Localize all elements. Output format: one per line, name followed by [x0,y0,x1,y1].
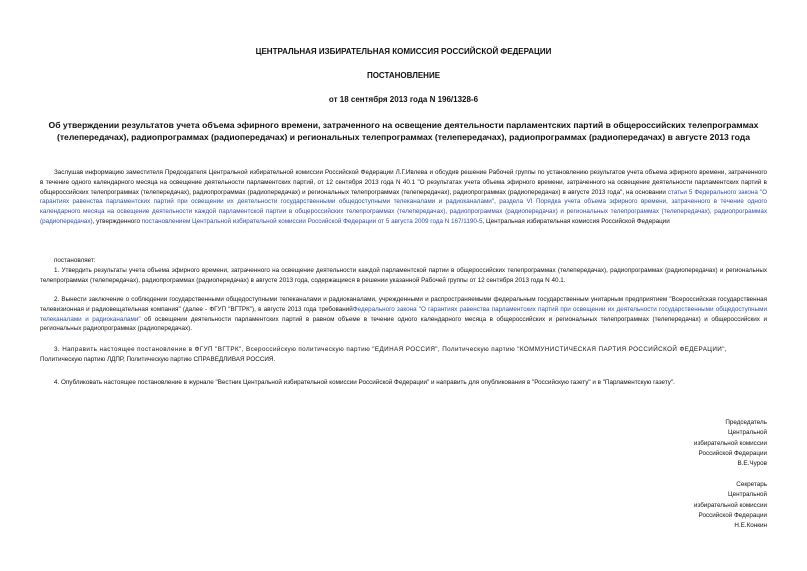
item-2 [40,295,767,334]
item-1-text: 1. Утвердить результаты учета объема эфирного времени, затраченного на освещение деятельности каждой парламентской партии в общероссийских телепрограммах (телепередачах), радиопрограммах (радиопередачах) и региональных телепрограммах (телепередачах), радиопрограммах (радиопередачах) в августе 2013 года, содержащиеся в решении указанной Рабочей группы от 12 сентября 2013 года N 40.1. [40,267,767,284]
intro-text-b: , [494,198,500,206]
item-4-text: 4. Опубликовать настоящее постановление в журнале "Вестник Центральной избирательной комиссии Российской Федерации" и направить для опубликования в "Российскую газету" и в "Парламентскую газету". [54,379,675,386]
document-type: ПОСТАНОВЛЕНИЕ [366,71,441,80]
intro-text-c: , утвержденного [92,217,142,225]
item-2-text-b: об освещении деятельности парламентских партий в равном объеме в течение одного календарного месяца в общероссийских и региональных телепрограммах (телепередачах) и общероссийских и региональных радиопрограммах (радиопередачах). [40,315,767,333]
item-3 [40,345,767,365]
item-3-line-2: Политическую партию ЛДПР, Политическую партию СПРАВЕДЛИВАЯ РОССИЯ. [40,355,276,363]
organization-name: ЦЕНТРАЛЬНАЯ ИЗБИРАТЕЛЬНАЯ КОМИССИЯ РОССИЙСКОЙ ФЕДЕРАЦИИ [255,47,552,56]
document-title: Об утверждении результатов учета объема эфирного времени, затраченного на освещение деятельности парламентских партий в общероссийских телепрограммах (телепередачах), радиопрограммах (радиопередачах) и региональных телепрограммах (телепередачах), радиопрограммах (радиопередачах) в августе 2013 года [48,120,759,142]
secretary-name: Н.Е.Конкин [734,522,767,530]
item-1 [40,266,767,286]
signature-chairman [567,418,767,469]
link-federal-law-guarantees[interactable]: Федерального закона "О гарантиях равенства парламентских партий при освещении их деятельности государственными общедоступными телеканалами и радиоканалами" [40,305,767,323]
secretary-line: Центральной [728,491,767,499]
item-4 [40,378,767,388]
intro-text-d: , Центральная избирательная комиссия Российской Федерации [482,217,670,225]
secretary-line: Российской Федерации [698,511,767,519]
chair-line: избирательной комиссии [693,439,767,447]
link-cec-resolution-2009[interactable]: постановлением Центральной избирательной комиссии Российской Федерации от 5 августа 2009 года N 167/1190-5 [141,217,483,225]
document-date-number: от 18 сентября 2013 года N 196/1328-6 [328,95,479,104]
link-procedure-section-6[interactable]: раздела VI Порядка учета объема эфирного времени, затраченного в течение одного календарного месяца на освещение деятельности каждой парламентской партии в общероссийских телепрограммах (телепередачах), радиопрограммах (радиопередачах) и региональных телепрограммах (телепередачах), радиопрограммах (радиопередачах) [40,198,768,225]
intro-text-a: Заслушав информацию заместителя Председателя Центральной избирательной комиссии Российской Федерации Л.Г.Ивлева и обсудив решение Рабочей группы по установлению результатов учета объема эфирного времени, затраченного в течение одного календарного месяца на освещение деятельности парламентских партий, от 12 сентября 2013 года N 40.1 "О результатах учета объема эфирного времени, затраченного на освещение деятельности парламентских партий в общероссийских телепрограммах (телепередачах), радиопрограммах (радиопередачах) и региональных телепрограммах (телепередачах), радиопрограммах (радиопередачах) в августе 2013 года", на основании [40,169,767,196]
chair-line: Центральной [728,429,767,437]
chair-line: Председатель [725,419,767,426]
link-law-article-5[interactable]: статьи 5 Федерального закона "О гарантиях равенства парламентских партий при освещении их деятельности государственными общедоступными телеканалами и радиоканалами" [40,188,768,206]
decree-label [40,256,767,266]
decree-label-text: постановляет: [54,257,96,264]
item-2-text-a: 2. Вынести заключение о соблюдении государственными общедоступными телеканалами и радиоканалами, учрежденными и распространяемыми федеральным государственным унитарным предприятием "Всероссийская государственная телевизионная и радиовещательная компания" (далее - ФГУП "ВГТРК"), в августе 2013 года требований [40,296,767,313]
item-3-line-1: 3. Направить настоящее постановление в ФГУП "ВГТРК", Всероссийскую политическую партию "ЕДИНАЯ РОССИЯ", Политическую партию "КОММУНИСТИЧЕСКАЯ ПАРТИЯ РОССИЙСКОЙ ФЕДЕРАЦИИ", [54,346,727,353]
secretary-line: избирательной комиссии [693,501,767,509]
chair-line: Российской Федерации [698,449,767,457]
intro-paragraph [40,168,767,227]
secretary-line: Секретарь [736,481,767,488]
signature-secretary [567,480,767,531]
chair-name: В.Е.Чуров [737,460,767,468]
